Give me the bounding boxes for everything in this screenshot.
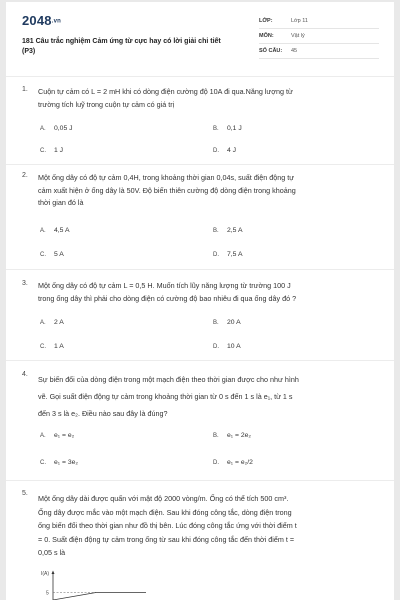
option-text: 0,05 J: [54, 125, 73, 132]
option-b[interactable]: [213, 319, 241, 326]
option-d[interactable]: [213, 251, 243, 258]
option-b[interactable]: [213, 227, 243, 234]
meta-row-count: [259, 46, 379, 59]
option-text: 1 A: [54, 343, 64, 350]
option-b[interactable]: [213, 125, 242, 132]
option-letter: D.: [213, 252, 219, 258]
question-line: ống biến đổi theo thời gian như đồ thị bên. Lúc đóng công tắc ứng với thời điểm t: [38, 521, 297, 531]
divider: [6, 164, 394, 165]
option-letter: B.: [213, 126, 219, 132]
option-letter: A.: [40, 433, 46, 439]
option-letter: A.: [40, 320, 46, 326]
option-text: e₁ = 2e₂: [227, 432, 252, 439]
question-number: 1.: [22, 86, 28, 93]
option-text: 2,5 A: [227, 227, 243, 234]
option-letter: C.: [40, 344, 46, 350]
meta-row-subject: [259, 31, 379, 44]
graph-y-arrow: [52, 571, 55, 575]
graph-rising-line: [53, 593, 96, 600]
option-c[interactable]: [40, 459, 78, 466]
question-text: [38, 172, 368, 210]
option-letter: D.: [213, 148, 219, 154]
option-text: e₁ = e₂: [54, 432, 75, 439]
option-text: 2 A: [54, 319, 64, 326]
option-text: 5 A: [54, 251, 64, 258]
question-text: [38, 86, 368, 111]
question-line: Sự biến đổi của dòng điện trong một mạch điện theo thời gian được cho như hình: [38, 375, 299, 384]
option-letter: C.: [40, 460, 46, 466]
title-line: (P3): [22, 48, 36, 55]
option-d[interactable]: [213, 147, 236, 154]
question-line: vẽ. Gọi suất điện động tự cảm trong khoảng thời gian từ 0 s đến 1 s là e₁, từ 1 s: [38, 392, 293, 401]
option-letter: C.: [40, 252, 46, 258]
meta-key: LỚP:: [259, 18, 273, 24]
meta-value: Vật lý: [291, 33, 305, 39]
logo-suffix: .vn: [51, 18, 62, 25]
option-letter: B.: [213, 228, 219, 234]
option-c[interactable]: [40, 147, 63, 154]
current-time-graph: [38, 569, 148, 600]
question-line: Một ống dây có độ tự cảm L = 0,5 H. Muốn tích lũy năng lượng từ trường 100 J: [38, 281, 291, 290]
document-title: [22, 37, 247, 57]
option-text: 10 A: [227, 343, 241, 350]
logo-text: 2048: [22, 13, 52, 28]
question-text: [38, 371, 368, 422]
option-c[interactable]: [40, 251, 64, 258]
option-a[interactable]: [40, 125, 73, 132]
option-letter: B.: [213, 433, 219, 439]
option-letter: A.: [40, 228, 46, 234]
graph-y-tick: 5: [46, 590, 49, 597]
option-text: e₁ = e₂/2: [227, 459, 253, 466]
option-text: 4,5 A: [54, 227, 70, 234]
option-text: 7,5 A: [227, 251, 243, 258]
question-line: trong ống dây thì phải cho dòng điện có cường độ bao nhiêu đi qua ống dây đó ?: [38, 293, 297, 303]
meta-key: SỐ CÂU:: [259, 48, 283, 54]
option-letter: A.: [40, 126, 46, 132]
divider: [6, 269, 394, 270]
divider: [6, 360, 394, 361]
question-line: thời gian đó là: [38, 198, 84, 207]
option-d[interactable]: [213, 343, 241, 350]
option-a[interactable]: [40, 319, 64, 326]
graph-y-label: I(A): [41, 571, 50, 577]
meta-value: 45: [291, 48, 298, 54]
question-line: cảm xuất hiện ở ống dây là 50V. Độ biến thiên cường độ dòng điện trong khoảng: [38, 185, 296, 195]
meta-value: Lớp 11: [291, 18, 308, 24]
document-page: [6, 2, 394, 600]
option-c[interactable]: [40, 343, 64, 350]
divider: [6, 76, 394, 77]
question-text: [38, 280, 368, 305]
title-line: 181 Câu trắc nghiệm Cảm ứng từ cực hay có lời giải chi tiết: [22, 38, 221, 45]
option-text: 0,1 J: [227, 125, 242, 132]
meta-key: MÔN:: [259, 33, 274, 39]
question-number: 5.: [22, 490, 28, 497]
question-text: [38, 492, 368, 560]
question-number: 2.: [22, 172, 28, 179]
option-a[interactable]: [40, 432, 74, 439]
question-line: trường tích luỹ trong cuộn tự cảm có giá trị: [38, 99, 175, 109]
meta-info: [259, 16, 379, 61]
question-line: Cuộn tự cảm có L = 2 mH khi có dòng điện cường độ 10A đi qua.Năng lượng từ: [38, 87, 293, 96]
site-logo[interactable]: [22, 13, 61, 28]
question-line: 0,05 s là: [38, 548, 66, 558]
option-d[interactable]: [213, 459, 253, 466]
option-text: 4 J: [227, 147, 237, 154]
question-line: = 0. Suất điện động tự cảm trong ống từ sau khi đóng công tắc đến thời điểm t =: [38, 534, 295, 544]
page-header: [6, 2, 394, 78]
meta-row-class: [259, 16, 379, 29]
option-text: 1 J: [54, 147, 64, 154]
question-line: Một ống dây có độ tự cảm 0,4H, trong khoảng thời gian 0,04s, suất điện động tự: [38, 173, 295, 182]
option-text: e₁ = 3e₂: [54, 459, 79, 466]
option-letter: C.: [40, 148, 46, 154]
option-b[interactable]: [213, 432, 251, 439]
option-letter: B.: [213, 320, 219, 326]
divider: [6, 480, 394, 481]
question-line: Ống dây được mắc vào một mạch điện. Sau khi đóng công tắc, dòng điện trong: [38, 507, 292, 517]
question-number: 3.: [22, 280, 28, 287]
question-line: Một ống dây dài được quấn với mật độ 2000 vòng/m. Ống có thể tích 500 cm³.: [38, 494, 289, 503]
option-a[interactable]: [40, 227, 70, 234]
option-letter: D.: [213, 460, 219, 466]
question-line: đến 3 s là e₂. Điều nào sau đây là đúng?: [38, 409, 168, 418]
option-letter: D.: [213, 344, 219, 350]
question-number: 4.: [22, 371, 28, 378]
option-text: 20 A: [227, 319, 241, 326]
